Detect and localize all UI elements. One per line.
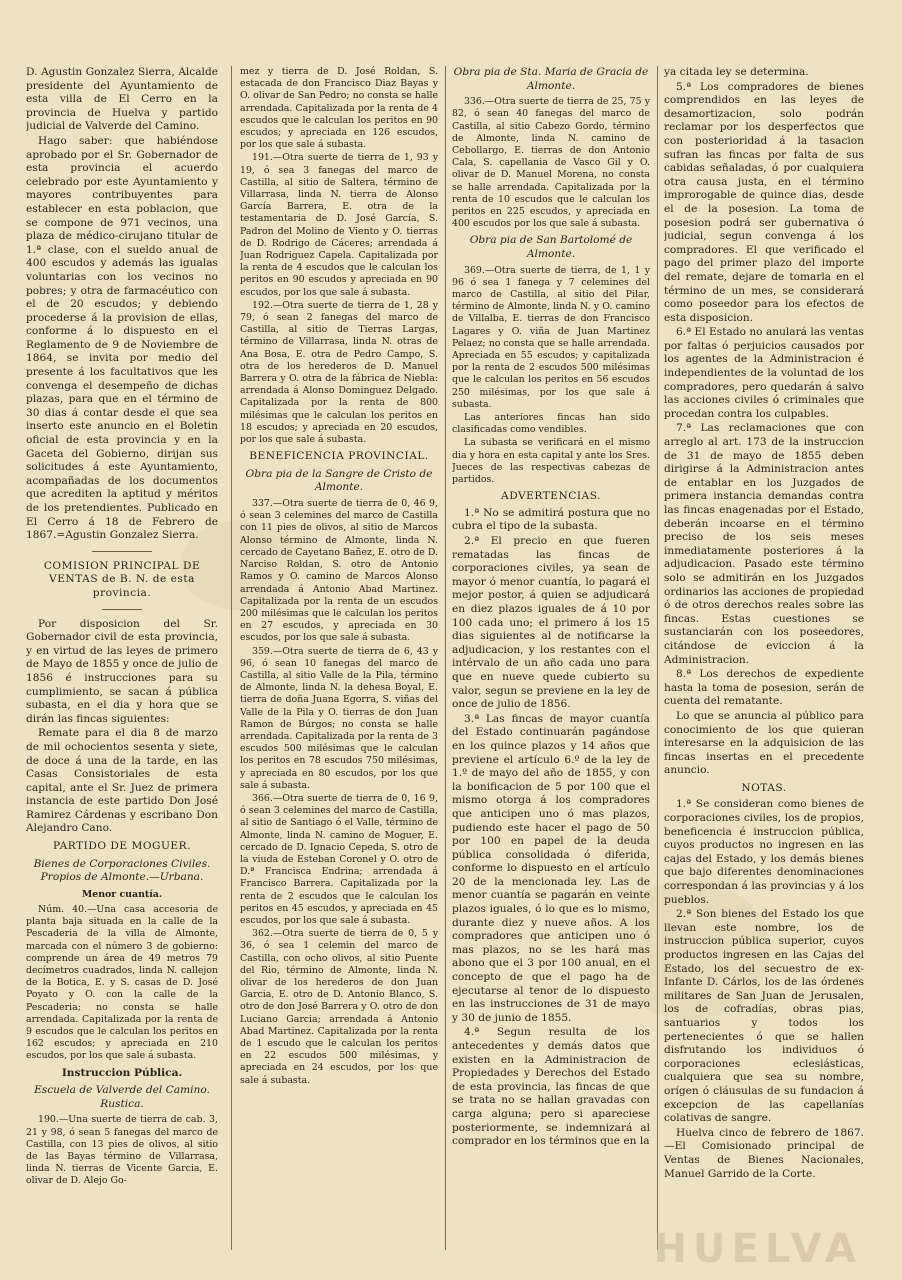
property-category: Bienes de Corporaciones Civiles. Propios de Almonte.—Urbana. xyxy=(33,857,211,884)
warning-4-continued: ya citada ley se determina. xyxy=(664,66,809,78)
column-2 xyxy=(240,66,438,1256)
warning-8: 8.ª Los derechos de expediente hasta la toma de posesion, serán de cuenta del rematante. xyxy=(664,668,864,708)
notes-heading: NOTAS. xyxy=(741,781,787,794)
column-1 xyxy=(26,66,218,1256)
value-class-heading: Menor cuantía. xyxy=(81,888,163,900)
warning-7: 7.ª Las reclamaciones que con arreglo al art. 173 de la instruccion de 31 de mayo de 1855 deben dirigirse á la Administracion antes de entablar en los Juzgados de primera instancia demandas contra las fincas enagenadas por el Estado, deberán incoarse en el término preciso de los seis meses inmediatamente posteriores á la adjudicacion. Pasado este término solo se admitirán en los Juzgados ordinarios las acciones de propiedad ó de otros derechos reales sobre las fincas. Estas cuestiones se sustanciarán con los poseedores, citándose de eviccion á la Administracion. xyxy=(664,422,864,666)
separator xyxy=(102,609,142,610)
commission-heading: COMISION PRINCIPAL DE VENTAS de B. N. de esta provincia. xyxy=(43,559,201,599)
section-heading: Instruccion Pública. xyxy=(61,1066,183,1079)
lot-40: Núm. 40.—Una casa accesoria de planta baja situada en la calle de la Pescaderia de la villa de Almonte, marcada con el número 3 de gobierno: comprende un área de 49 metros 79 decímetros cuadrados, linda N. callejon de la Botica, E. y S. casas de D. José Poyato y O. con la calle de la Pescaderia; no consta se halle arrendada. Capitalizada por la renta de 9 escudos que le calculan los peritos en 162 escudos; y apreciada en 210 escudos, por los que sale á subasta. xyxy=(26,904,218,1062)
warning-1: 1.ª No se admitirá postura que no cubra el tipo de la subasta. xyxy=(452,506,650,533)
lot-190: 190.—Una suerte de tierra de cab. 3, 21 y 98, ó sean 5 fanegas del marco de Castilla, con 13 pies de olivos, al sitio de las Bayas término de Villarrasa, linda N. tierras de Vicente Garcia, E. olivar de D. Alejo Go- xyxy=(26,1114,218,1187)
note-2: 2.ª Son bienes del Estado los que llevan este nombre, los de instruccion pública superior, cuyos productos ingresen en las Cajas del Estado, los del secuestro de ex-Infante D. Cárlos, los de las órdenes militares de San Juan de Jerusalen, los de cofradías, obras pias, santuarios y todos los pertenecientes ó que se hallen disfrutando los individuos ó corporaciones eclesiásticas, cualquiera que sea su nombre, orígen ó cláusulas de su fundacion á excepcion de las capellanías colativas de sangre. xyxy=(664,908,864,1125)
lot-336: 336.—Otra suerte de tierra de 25, 75 y 82, ó sean 40 fanegas del marco de Castilla, al sitio Cabezo Gordo, término de Almonte, linda N. camino de Cebollargo, E. tierras de don Antonio Cala, S. capellania de Vasco Gil y O. olivar de D. Manuel Morena, no consta se halle arrendada. Capitalizada por la renta de 10 escudos que le calculan los peritos en 225 escudos, y apreciada en 400 escudos por los que sale á subasta. xyxy=(452,96,650,230)
note-1: 1.ª Se consideran como bienes de corporaciones civiles, los de propios, beneficencia é instruccion pública, cuyos productos no ingresen en las cajas del Estado, y los demás bienes que bajo diferentes denominaciones correspondan á las provincias y á los pueblos. xyxy=(664,798,864,906)
signature-block: Huelva cinco de febrero de 1867.—El Comisionado principal de Ventas de Bienes Nacionales, Manuel Garrido de la Corte. xyxy=(664,1126,864,1180)
column-rule xyxy=(445,66,446,1250)
section-subheading: Escuela de Valverde del Camino. Rustica. xyxy=(34,1084,210,1110)
lot-337: 337.—Otra suerte de tierra de 0, 46 9, ó sean 3 celemines del marco de Castilla con 11 pies de olivos, al sitio de Marcos Alonso término de Almonte, linda N. cercado de Cayetano Bañez, E. otro de D. Narciso Roldan, S. otro de Antonio Ramos y O. camino de Marcos Alonso arrendada á Antonio Abad Martinez. Capitalizada por la renta de un escudos 200 milésimas que le calculan los peritos en 27 escudos, y apreciada en 30 escudos, por los que sale á subasta. xyxy=(240,498,438,644)
lot-359: 359.—Otra suerte de tierra de 6, 43 y 96, ó sean 10 fanegas del marco de Castilla, al sitio Valle de la Pila, término de Almonte, linda N. la dehesa Boyal, E. tierra de doña Juana Egorra, S. viñas del Valle de la Pila y O. tierras de don Juan Ramon de Búrgos; no consta se halle arrendada. Capitalizada por la renta de 3 escudos 500 milésimas que le calculan los peritos en 78 escudos 750 milésimas, y apreciada en 80 escudos, por los que sale á subasta. xyxy=(240,645,438,791)
column-3 xyxy=(452,66,650,1256)
mayor-notice: Hago saber: que habiéndose aprobado por el Sr. Gobernador de esta provincia el acuerdo celebrado por este Ayuntamiento y mayores contribuyentes para establecer en esta poblacion, que se compone de 971 vecinos, una plaza de médico-cirujano titular de 1.ª clase, con el sueldo anual de 400 escudos y además las igualas voluntarias con los vecinos no pobres; y otra de farmacéutico con el de 20 escudos; y debiendo procederse á la provision de ellas, conforme á lo dispuesto en el Reglamento de 9 de Noviembre de 1864, se invita por medio del presente á los facultativos que les convenga el desempeño de dichas plazas, para que en el término de 30 dias á contar desde el que sea inserto este anuncio en el Boletin oficial de esta provincia y en la Gaceta del Gobierno, dirijan sus solicitudes á este Ayuntamiento, acompañadas de los documentos que acrediten la aptitud y méritos de los pretendientes. Publicado en El Cerro á 18 de Febrero de 1867.=Agustin Gonzalez Sierra. xyxy=(26,134,218,542)
lot-191: 191.—Otra suerte de tierra de 1, 93 y 19, ó sea 3 fanegas del marco de Castilla, al sitio de Saltera, término de Villarrasa, linda N. tierra de Alonso García Barrera, E. otra de la testamentaria de D. José García, S. Padron del Molino de Viento y O. tierras de D. Rodrigo de Cáceres; arrendada á Juan Rodriguez Capela. Capitalizada por la renta de 4 escudos que le calculan los peritos en 90 escudos y apreciada en 90 escudos, por los que sale á subasta. xyxy=(240,152,438,298)
auction-location-note: La subasta se verificará en el mismo dia y hora en esta capital y ante los Sres. Jueces de las respectivas cabezas de partidos. xyxy=(452,437,650,486)
lot-362: 362.—Otra suerte de tierra de 0, 5 y 36, ó sea 1 celemin del marco de Castilla, con ocho olivos, al sitio Puente del Rio, término de Almonte, linda N. olivar de los herederos de don Juan Garcia, E. otro de D. Antonio Blanco, S. otro de don José Barrera y O. otro de don Luciano Garcia; arrendada á Antonio Abad Martinez. Capitalizada por la renta de 1 escudo que le calculan los peritos en 22 escudos 500 milésimas, y apreciada en 24 escudos, por los que sale á subasta. xyxy=(240,928,438,1086)
section-subheading: Obra pia de San Bartolomé de Almonte. xyxy=(469,234,633,261)
warning-6: 6.ª El Estado no anulará las ventas por faltas ó perjuicios causados por los agentes de la Administracion é independientes de la voluntad de los compradores, pero quedarán á salvo las acciones civiles ó criminales que procedan contra los culpables. xyxy=(664,326,864,420)
lot-192: 192.—Otra suerte de tierra de 1, 28 y 79, ó sean 2 fanegas del marco de Castilla, al sitio de Tierras Largas, término de Villarrasa, linda N. otras de Ana Bosa, E. otra de Pedro Campo, S. otra de los herederos de D. Manuel Barrera y O. otra de la fábrica de Niebla: arrendada á Alonso Dominguez Delgado. Capitalizada por la renta de 800 milésimas que le calculan los peritos en 18 escudos; y apreciada en 20 escudos, por los que sale á subasta. xyxy=(240,299,438,446)
warning-4: 4.ª Segun resulta de los antecedentes y demás datos que existen en la Administracion de Propiedades y Derechos del Estado de esta provincia, las fincas de que se trata no se hallan gravadas con carga alguna; pero si apareciese posteriormente, se indemnizará al comprador en los términos que en la xyxy=(452,1026,650,1148)
column-rule xyxy=(231,66,232,1250)
archive-watermark: HUELVA xyxy=(653,1226,862,1272)
lot-366: 366.—Otra suerte de tierra de 0, 16 9, ó sean 3 celemines del marco de Castilla, al sitio de Santiago ó el Valle, término de Almonte, linda N. camino de Moguer, E. cercado de D. Ignacio Cepeda, S. otro de la viuda de Esteban Coronel y O. otro de D.ª Francisca Endrina; arrendada á Francisco Barrera. Capitalizada por la renta de 2 escudos que le calculan los peritos en 45 escudos, y apreciada en 45 escudos, por los que sale á subasta. xyxy=(240,792,438,926)
announcement-note: Lo que se anuncia al público para conocimiento de los que quieran interesarse en la adquisicion de las fincas insertas en el precedente anuncio. xyxy=(664,709,864,777)
section-heading: BENEFICENCIA PROVINCIAL. xyxy=(249,450,429,463)
warning-5: 5.ª Los compradores de bienes comprendidos en las leyes de desamortizacion, solo podrán reclamar por los desperfectos que con posterioridad á la tasacion sufran las fincas por falta de sus cabidas señaladas, ó por cualquiera otra causa justa, en el término improrogable de quince dias, desde el de la posesion. La toma de posesion podrá ser gubernativa ó judicial, segun convenga á los compradores. El que verificado el pago del primer plazo del importe del remate, dejare de tomarla en el término de un mes, se considerará como poseedor para los efectos de esta disposicion. xyxy=(664,80,864,324)
lot-369: 369.—Otra suerte de tierra, de 1, 1 y 96 ó sea 1 fanega y 7 celemines del marco de Castilla, al sitio del Pilar, término de Almonte, linda N. y O. camino de Villalba, E. tierras de don Francisco Lagares y O. viña de Juan Martinez Pelaez; no consta que se halle arrendada. Apreciada en 55 escudos; y capitalizada por la renta de 2 escudos 500 milésimas que le calculan los peritos en 56 escudos 250 milésimas, por los que sale á subasta. xyxy=(452,264,650,410)
warning-2: 2.ª El precio en que fueren rematadas las fincas de corporaciones civiles, ya sean de mayor ó menor cuantía, lo pagará el mejor postor, á quien se adjudicará en diez plazos iguales de á 10 por 100 cada uno; el primero á los 15 dias siguientes al de notificarse la adjudicacion, y los restantes con el intérvalo de un año cada uno para que en nueve quede cubierto su valor, segun se previene en la ley de once de julio de 1856. xyxy=(452,535,650,711)
auction-intro: Por disposicion del Sr. Gobernador civil de esta provincia, y en virtud de las leyes de primero de Mayo de 1855 y once de julio de 1856 é instrucciones para su cumplimiento, se sacan á pública subasta, en el dia y hora que se dirán las fincas siguientes: xyxy=(26,617,218,725)
section-subheading: Obra pia de la Sangre de Cristo de Almonte. xyxy=(245,467,433,494)
section-subheading: Obra pia de Sta. Maria de Gracia de Almonte. xyxy=(453,66,649,92)
separator xyxy=(92,551,152,552)
column-rule xyxy=(657,66,658,1250)
district-heading: PARTIDO DE MOGUER. xyxy=(53,840,191,853)
auction-date: Remate para el dia 8 de marzo de mil ochocientos sesenta y siete, de doce á una de la tarde, en las Casas Consistoriales de esta capital, ante el Sr. Juez de primera instancia de este partido Don José Ramirez Cárdenas y escribano Don Alejandro Cano. xyxy=(26,727,218,835)
classification-note: Las anteriores fincas han sido clasificadas como vendibles. xyxy=(452,412,650,436)
mayor-header: D. Agustin Gonzalez Sierra, Alcalde presidente del Ayuntamiento de esta villa de El Cerro en la provincia de Huelva y partido judicial de Valverde del Camino. xyxy=(26,66,218,133)
column-4 xyxy=(664,66,864,1256)
warnings-heading: ADVERTENCIAS. xyxy=(501,490,601,503)
lot-190-continued: mez y tierra de D. José Roldan, S. estacada de don Francisco Diaz Bayas y O. olivar de San Pedro; no consta se halle arrendada. Capitalizada por la renta de 4 escudos que le calculan los peritos en 90 escudos; y apreciada en 126 escudos, por los que sale á subasta. xyxy=(240,66,438,151)
warning-3: 3.ª Las fincas de mayor cuantía del Estado continuarán pagándose en los quince plazos y 14 años que previene el artículo 6.º de la ley de 1.º de mayo del año de 1855, y con la bonificacion de 5 por 100 que el mismo otorga á los compradores que anticipen uno ó mas plazos, pudiendo este hacer el pago de 50 por 100 en papel de la deuda pública consolidada ó diferida, conforme lo dispuesto en el artículo 20 de la mencionada ley. Las de menor cuantía se pagarán en veinte plazos iguales, ó lo que es lo mismo, durante diez y nueve años. A los compradores que anticipen uno ó mas plazos, no se les hará mas abono que el 3 por 100 anual, en el concepto de que el pago ha de ejecutarse al tenor de lo dispuesto en las instrucciones de 31 de mayo y 30 de junio de 1855. xyxy=(452,712,650,1024)
